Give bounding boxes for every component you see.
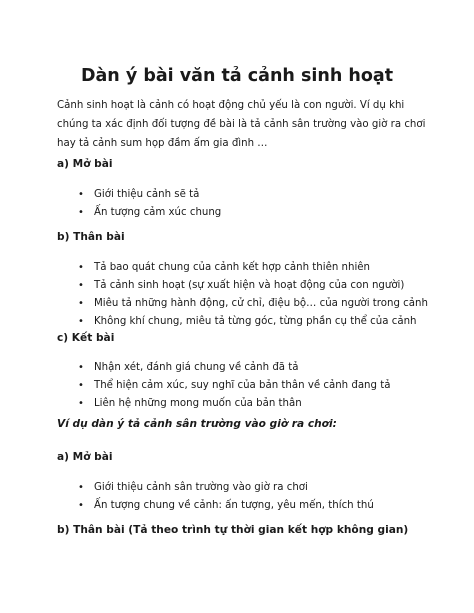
list-item: • Tả bao quát chung của cảnh kết hợp cảnh thiên nhiên [78,259,428,277]
bullet-list-mo-bai [78,186,221,222]
bullet-list-ket-bai [78,359,390,413]
example-heading-mo-bai: a) Mở bài [57,451,113,463]
section-heading-ket-bai: c) Kết bài [57,332,115,344]
example-bullet-list-mo-bai [78,479,374,515]
list-item: • Thể hiện cảm xúc, suy nghĩ của bản thân về cảnh đang tả [78,377,390,395]
list-item: • Tả cảnh sinh hoạt (sự xuất hiện và hoạt động của con người) [78,277,428,295]
document-title: Dàn ý bài văn tả cảnh sinh hoạt [80,66,394,86]
section-heading-than-bai: b) Thân bài [57,231,125,243]
example-heading-than-bai: b) Thân bài (Tả theo trình tự thời gian kết hợp không gian) [57,524,409,536]
list-item: • Ấn tượng chung về cảnh: ấn tượng, yêu mến, thích thú [78,497,374,515]
list-item: • Không khí chung, miêu tả từng góc, từng phần cụ thể của cảnh [78,313,428,331]
example-title: Ví dụ dàn ý tả cảnh sân trường vào giờ ra chơi: [57,418,337,430]
bullet-list-than-bai [78,259,428,331]
list-item: • Liên hệ những mong muốn của bản thân [78,395,390,413]
list-item: • Giới thiệu cảnh sân trường vào giờ ra chơi [78,479,374,497]
intro-paragraph: Cảnh sinh hoạt là cảnh có hoạt động chủ yếu là con người. Ví dụ khi chúng ta xác định đối tượng đề bài là tả cảnh sân trường vào giờ ra chơi hay tả cảnh sum họp đầm ấm gia đình … [57,100,426,149]
list-item: • Miêu tả những hành động, cử chỉ, điệu bộ… của người trong cảnh [78,295,428,313]
list-item: • Ấn tượng cảm xúc chung [78,204,221,222]
section-heading-mo-bai: a) Mở bài [57,158,113,170]
list-item: • Nhận xét, đánh giá chung về cảnh đã tả [78,359,390,377]
list-item: • Giới thiệu cảnh sẽ tả [78,186,221,204]
